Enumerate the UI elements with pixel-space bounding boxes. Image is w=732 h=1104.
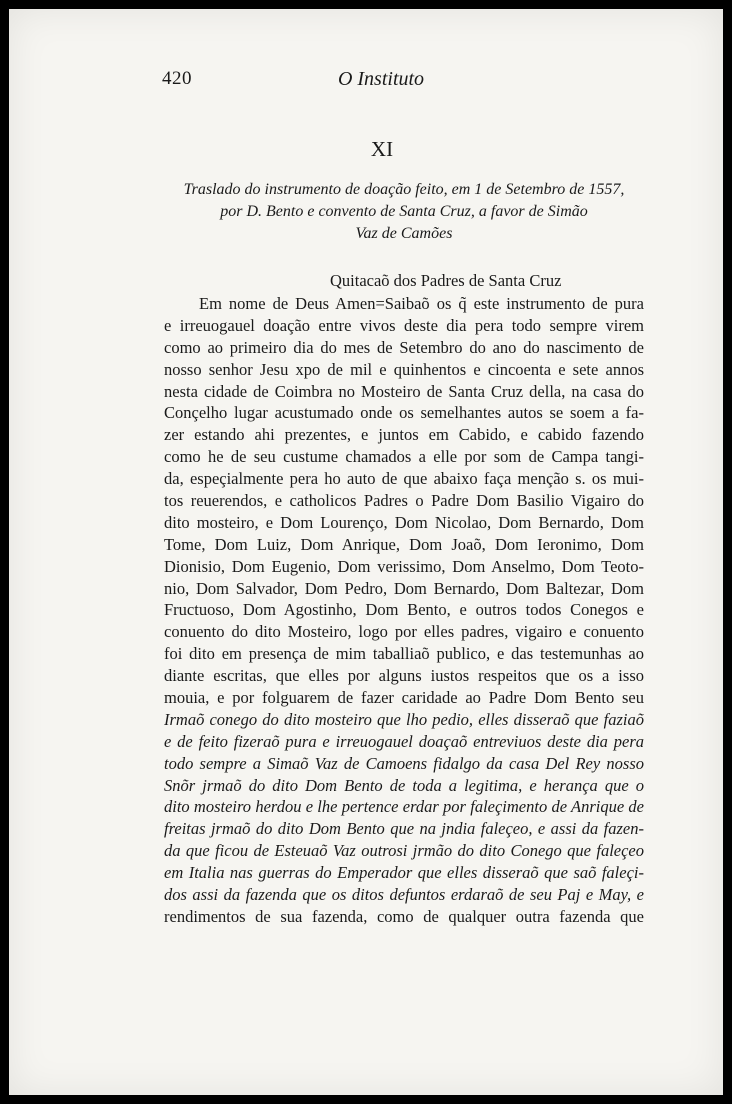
document-title: Quitacaõ dos Padres de Santa Cruz bbox=[330, 271, 562, 290]
text-line: como ao primeiro dia do mes de Setembro do ano do nascimento de bbox=[164, 337, 644, 357]
text-line: e irreuogauel doação entre vivos deste dia pera todo sempre virem bbox=[164, 315, 644, 335]
text-line: diante escritas, que elles por alguns iustos respeitos que os a isso bbox=[164, 666, 644, 686]
book-page bbox=[9, 9, 723, 1095]
text-line: como he de seu custume chamados a elle por som de Campa tangi- bbox=[164, 447, 644, 467]
text-line: dito mosteiro herdou e lhe pertence erdar por faleçimento de Anrique de bbox=[164, 797, 644, 817]
text-line: nesta cidade de Coimbra no Mosteiro de Santa Cruz della, na casa do bbox=[164, 381, 644, 401]
text-line: Tome, Dom Luiz, Dom Anrique, Dom Joaõ, Dom Ieronimo, Dom bbox=[164, 534, 644, 554]
section-number: XI bbox=[370, 137, 394, 161]
text-line: da que ficou de Esteuaõ Vaz outrosi jrmão do dito Conego que faleçeo bbox=[164, 841, 644, 861]
section-heading bbox=[164, 179, 644, 245]
running-head bbox=[9, 68, 723, 96]
body-text bbox=[164, 293, 644, 928]
heading-line: por D. Bento e convento de Santa Cruz, a favor de Simão bbox=[220, 203, 588, 220]
text-line: Em nome de Deus Amen=Saibaõ os q̃ este instrumento de pura bbox=[199, 294, 644, 313]
text-line: Conçelho lugar acustumado onde os semelhantes autos se soem a fa- bbox=[164, 403, 644, 423]
text-line: nosso senhor Jesu xpo de mil e quinhentos e cincoenta e sete annos bbox=[164, 359, 644, 379]
text-line: Snõr jrmaõ do dito Dom Bento de toda a legitima, e herança que o bbox=[164, 775, 644, 795]
text-line: nio, Dom Salvador, Dom Pedro, Dom Bernardo, Dom Baltezar, Dom bbox=[164, 578, 644, 598]
text-line: tos reuerendos, e catholicos Padres o Padre Dom Basilio Vigairo do bbox=[164, 491, 644, 511]
text-line: rendimentos de sua fazenda, como de qualquer outra fazenda que bbox=[164, 906, 644, 926]
text-line: Irmaõ conego do dito mosteiro que lho pedio, elles disseraõ que faziaõ bbox=[164, 709, 644, 729]
text-line: dos assi da fazenda que os ditos defuntos erdaraõ de seu Paj e May, e bbox=[164, 885, 644, 905]
text-line: todo sempre a Simaõ Vaz de Camoens fidalgo da casa Del Rey nosso bbox=[164, 753, 644, 773]
page-number: 420 bbox=[162, 68, 192, 89]
text-line: zer estando ahi prezentes, e juntos em Cabido, e cabido fazendo bbox=[164, 425, 644, 445]
text-line: mouia, e por folguarem de fazer caridade ao Padre Dom Bento seu bbox=[164, 688, 644, 708]
text-line: Dionisio, Dom Eugenio, Dom verissimo, Dom Anselmo, Dom Teoto- bbox=[164, 556, 644, 576]
heading-line: Vaz de Camões bbox=[355, 225, 453, 242]
journal-title: O Instituto bbox=[337, 68, 425, 90]
text-line: e de feito fizeraõ pura e irreuogauel doaçaõ entreviuos deste dia pera bbox=[164, 731, 644, 751]
text-line: da, espeçialmente pera ho auto de que abaixo faça menção s. os mui- bbox=[164, 469, 644, 489]
text-line: foi dito em presença de mim taballiaõ publico, e das testemunhas ao bbox=[164, 644, 644, 664]
text-line: em Italia nas guerras do Emperador que elles disseraõ que saõ faleçi- bbox=[164, 863, 644, 883]
text-line: freitas jrmaõ do dito Dom Bento que na jndia faleçeo, e assi da fazen- bbox=[164, 819, 644, 839]
heading-line: Traslado do instrumento de doação feito, em 1 de Setembro de 1557, bbox=[183, 181, 625, 198]
text-line: conuento do dito Mosteiro, logo por elles padres, vigairo e conuento bbox=[164, 622, 644, 642]
text-line: Fructuoso, Dom Agostinho, Dom Bento, e outros todos Conegos e bbox=[164, 600, 644, 620]
text-line: dito mosteiro, e Dom Lourenço, Dom Nicolao, Dom Bernardo, Dom bbox=[164, 512, 644, 532]
